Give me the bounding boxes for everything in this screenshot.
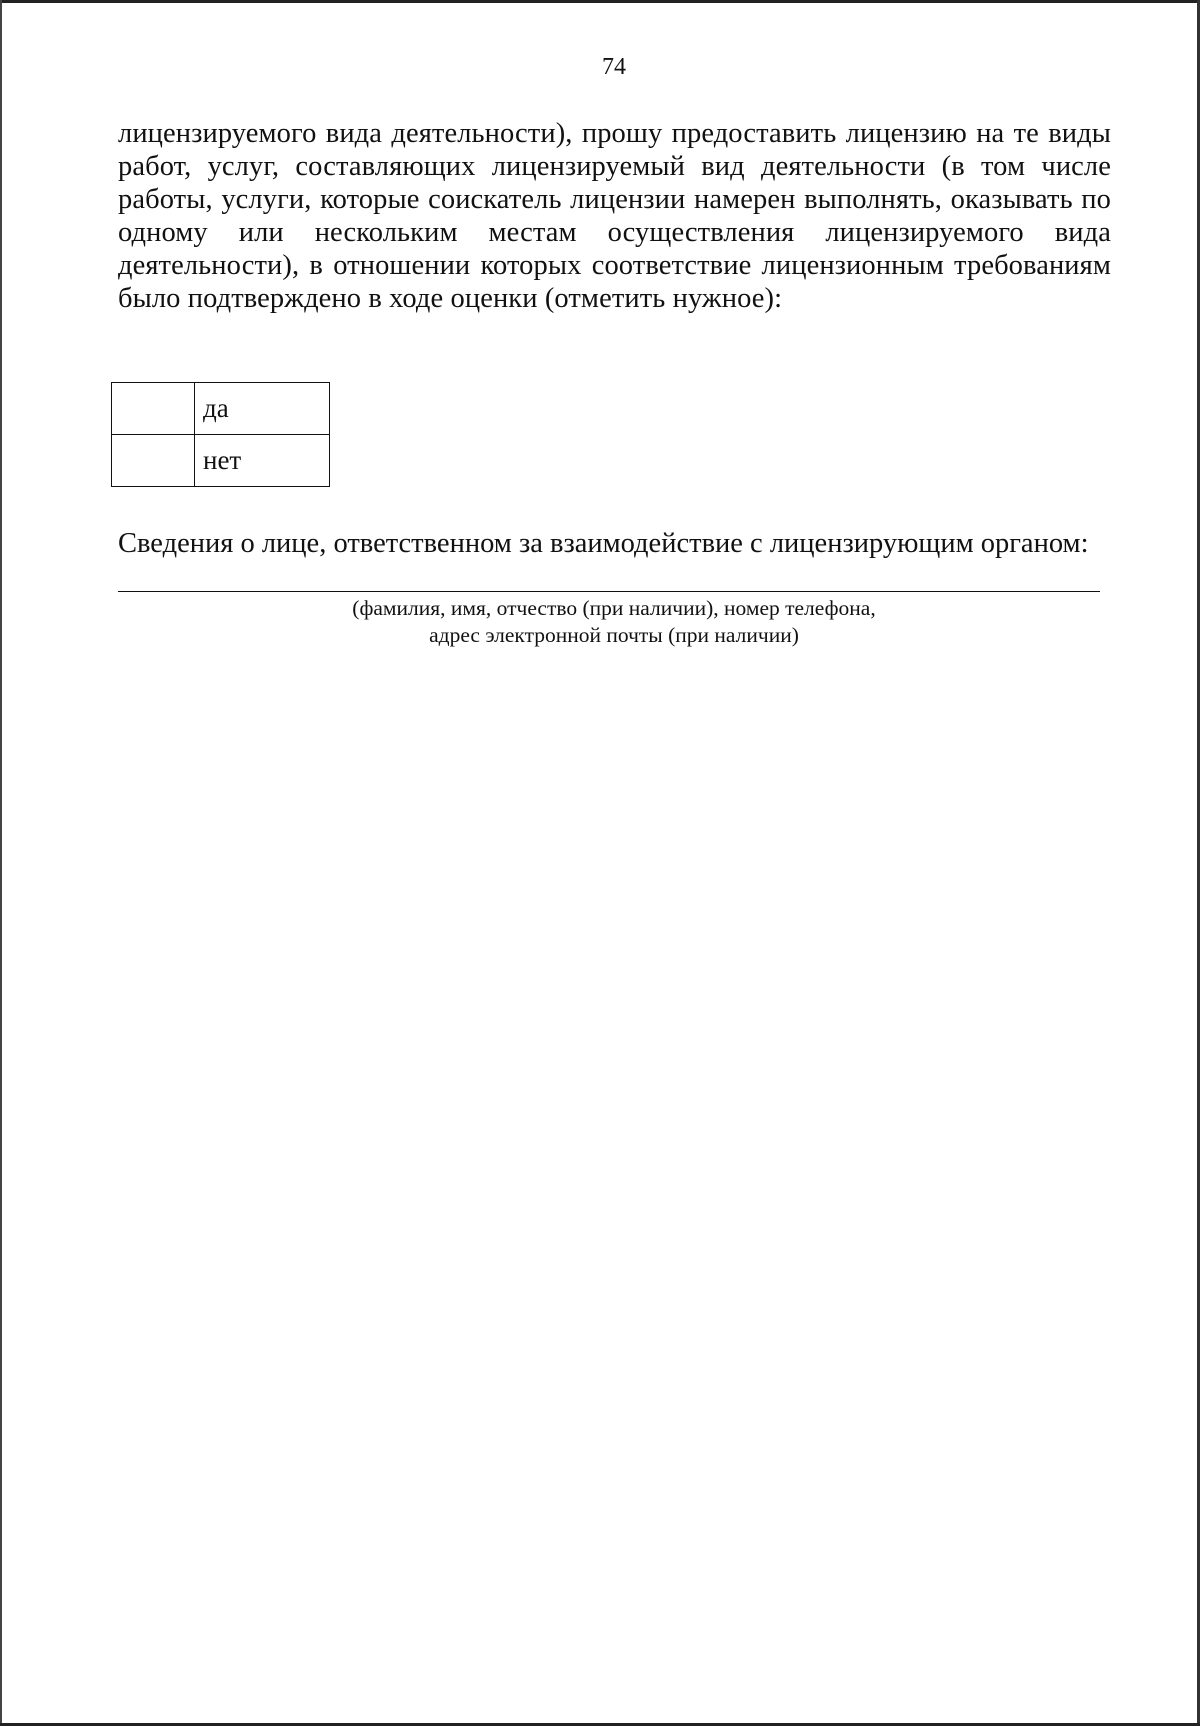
choice-label-no: нет (195, 435, 330, 487)
contact-caption (118, 595, 1110, 649)
choice-row-yes (112, 383, 330, 435)
paragraph-line: работ, услуг, составляющих лицензируемый вид деятельности (в том числе (118, 151, 1111, 182)
contact-heading: Сведения о лице, ответственном за взаимодействие с лицензирующим органом: (118, 528, 1089, 559)
caption-line-1: (фамилия, имя, отчество (при наличии), номер телефона, (352, 596, 876, 620)
checkbox-no[interactable] (112, 435, 195, 487)
caption-line-2: адрес электронной почты (при наличии) (429, 623, 799, 647)
contact-fill-line[interactable] (118, 591, 1100, 592)
page-number: 74 (602, 54, 626, 80)
paragraph-line: одному или нескольким местам осуществления лицензируемого вида (118, 217, 1111, 248)
choice-row-no (112, 435, 330, 487)
paragraph-line: деятельности), в отношении которых соответствие лицензионным требованиям (118, 250, 1111, 281)
scan-edge-left (0, 0, 2, 1726)
paragraph-line: работы, услуги, которые соискатель лицензии намерен выполнять, оказывать по (118, 184, 1111, 215)
paragraph-line: лицензируемого вида деятельности), прошу предоставить лицензию на те виды (118, 118, 1111, 149)
checkbox-yes[interactable] (112, 383, 195, 435)
choice-label-yes: да (195, 383, 330, 435)
scan-edge-top (0, 0, 1200, 3)
body-paragraph (118, 117, 1111, 315)
paragraph-line: было подтверждено в ходе оценки (отметить нужное): (118, 283, 783, 314)
choice-table (111, 382, 330, 487)
